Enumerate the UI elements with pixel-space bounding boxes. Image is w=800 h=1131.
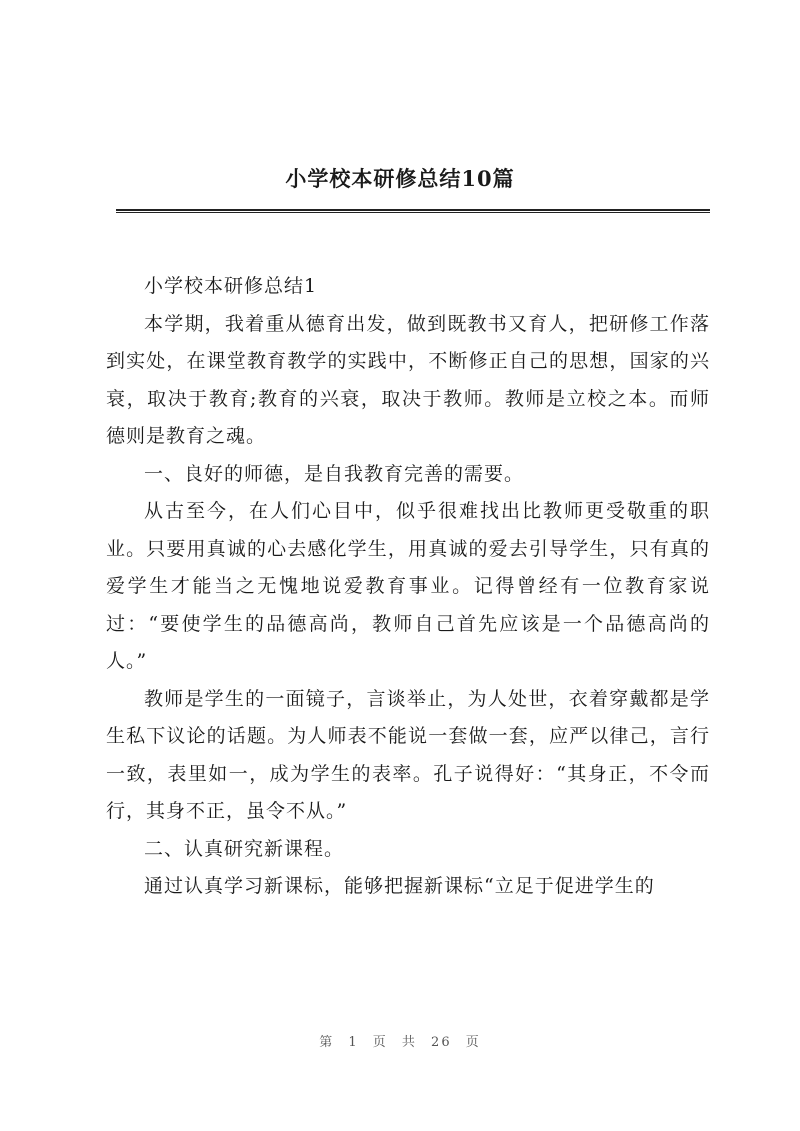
page-number: 第 1 页 共 26 页 xyxy=(319,1035,481,1050)
paragraph: 通过认真学习新课标，能够把握新课标“立足于促进学生的 xyxy=(144,875,655,897)
paragraph: 本学期，我着重从德育出发，做到既教书又育人，把研修工作落到实处，在课堂教育教学的实践中，不断修正自己的思想，国家的兴衰，取决于教育;教育的兴衰，取决于教师。教师是立校之本。而师德则是教育之魂。 xyxy=(106,312,710,447)
document-body xyxy=(106,268,710,906)
section-heading: 二、认真研究新课程。 xyxy=(144,837,345,860)
section-heading: 一、良好的师德，是自我教育完善的需要。 xyxy=(144,462,525,485)
paragraph: 从古至今，在人们心目中，似乎很难找出比教师更受敬重的职业。只要用真诚的心去感化学生，用真诚的爱去引导学生，只有真的爱学生才能当之无愧地说爱教育事业。记得曾经有一位教育家说过：“要使学生的品德高尚，教师自己首先应该是一个品德高尚的人。” xyxy=(106,500,710,672)
section-heading: 小学校本研修总结1 xyxy=(144,275,318,297)
document-title: 小学校本研修总结10篇 xyxy=(285,166,515,191)
paragraph: 教师是学生的一面镜子，言谈举止，为人处世，衣着穿戴都是学生私下议论的话题。为人师表不能说一套做一套，应严以律己，言行一致，表里如一，成为学生的表率。孔子说得好：“其身正，不令而行，其身不正，虽令不从。” xyxy=(106,687,710,822)
title-divider xyxy=(116,209,710,213)
